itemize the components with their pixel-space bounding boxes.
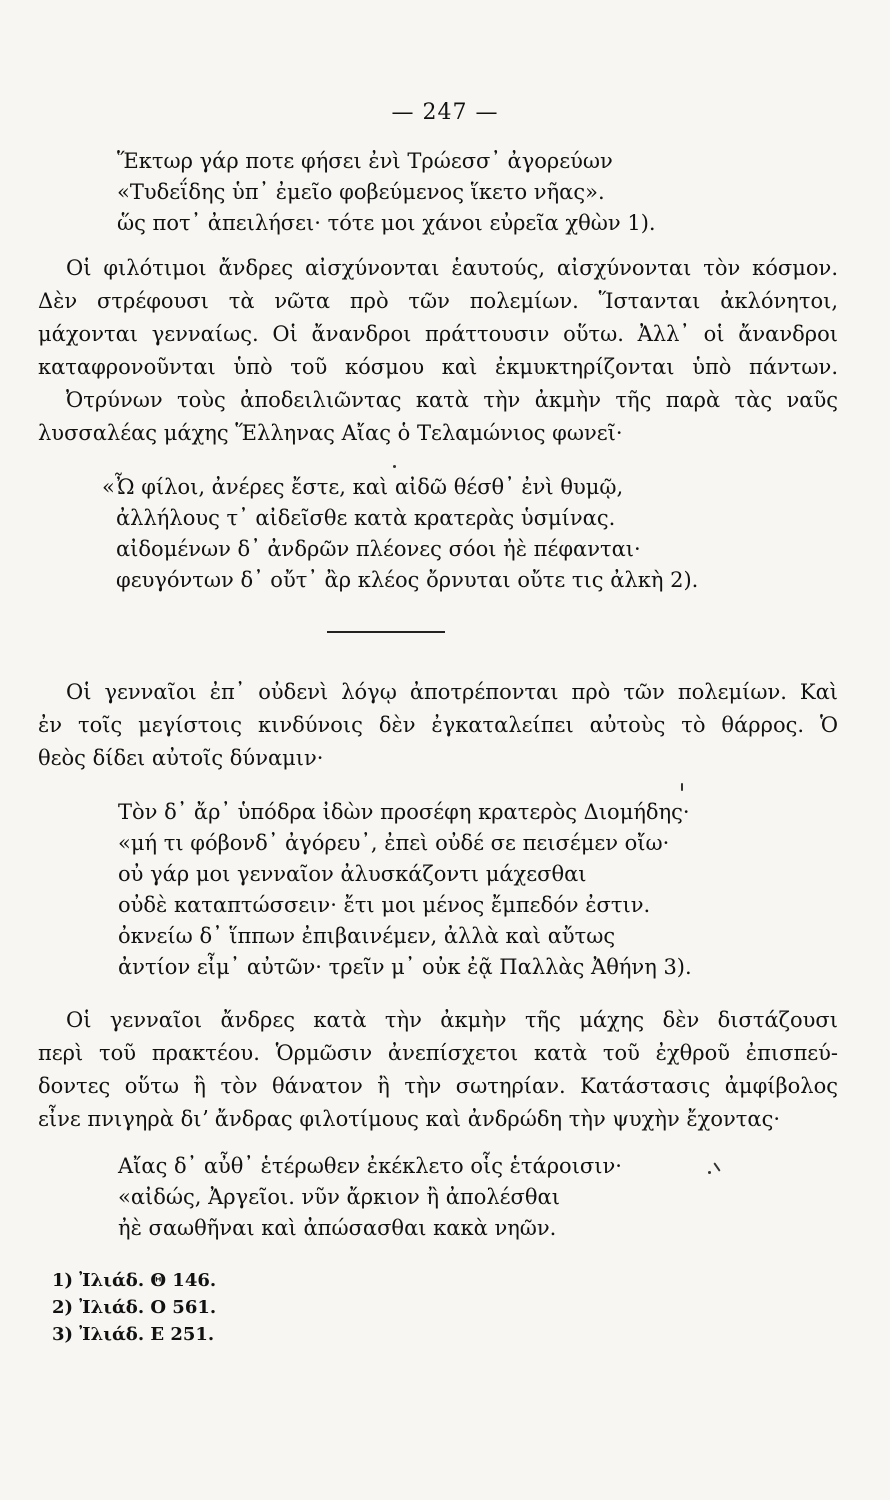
verse-quote-2 xyxy=(102,472,699,596)
paragraph-line: Οἱ φιλότιμοι ἄνδρες αἰσχύνονται ἑαυτούς, αἰσχύνονται τὸν κόσμον. xyxy=(66,256,838,280)
paragraph-line: δοντες οὕτω ἢ τὸν θάνατον ἢ τὴν σωτηρίαν. Κατάστασις ἀμφίβολος xyxy=(38,1074,838,1098)
paragraph-line: εἶνε πνιγηρὰ διʼ ἄνδρας φιλοτίμους καὶ ἀνδρώδη τὴν ψυχὴν ἔχοντας· xyxy=(38,1107,781,1131)
section-divider xyxy=(327,631,445,633)
footnote: 1) Ἰλιάδ. Θ 146. xyxy=(52,1270,217,1291)
verse-line: αἰδομένων δ᾽ ἀνδρῶν πλέονες σόοι ἠὲ πέφανται· xyxy=(116,537,641,561)
verse-line: «Τυδεΐδης ὑπ᾽ ἐμεῖο φοβεύμενος ἵκετο νῆας». xyxy=(117,180,605,204)
footnote: 2) Ἰλιάδ. Ο 561. xyxy=(52,1297,217,1318)
footnote: 3) Ἰλιάδ. Ε 251. xyxy=(52,1324,215,1345)
paragraph-line: ἐν τοῖς μεγίστοις κινδύνοις δὲν ἐγκαταλείπει αὐτοὺς τὸ θάρρος. Ὁ xyxy=(38,713,838,737)
verse-quote-4 xyxy=(118,1151,622,1244)
verse-line: οὐ γάρ μοι γενναῖον ἀλυσκάζοντι μάχεσθαι xyxy=(118,862,587,886)
page-number: — 247 — xyxy=(391,100,499,125)
paragraph-line: λυσσαλέας μάχης Ἕλληνας Αἴας ὁ Τελαμώνιος φωνεῖ· xyxy=(38,421,623,445)
verse-line: οὐδὲ καταπτώσσειν· ἔτι μοι μένος ἔμπεδόν ἐστιν. xyxy=(118,893,651,917)
verse-line: Τὸν δ᾽ ἄρ᾽ ὑπόδρα ἰδὼν προσέφη κρατερὸς Διομήδης· xyxy=(118,800,690,824)
verse-line: ἀντίον εἶμ᾽ αὐτῶν· τρεῖν μ᾽ οὐκ ἐᾷ Παλλὰς Ἀθήνη 3). xyxy=(118,955,692,979)
paragraph-3 xyxy=(38,1004,838,1136)
paragraph-line: Δὲν στρέφουσι τὰ νῶτα πρὸ τῶν πολεμίων. Ἵστανται ἀκλόνητοι, xyxy=(38,289,838,313)
verse-quote-1 xyxy=(117,146,656,239)
verse-line: «μή τι φόβονδ᾽ ἀγόρευ᾽, ἐπεὶ οὐδέ σε πεισέμεν οἴω· xyxy=(118,831,670,855)
paragraph-line: Οἱ γενναῖοι ἄνδρες κατὰ τὴν ἀκμὴν τῆς μάχης δὲν διστάζουσι xyxy=(66,1008,838,1032)
ink-speck xyxy=(713,1162,720,1171)
footnotes xyxy=(52,1267,216,1348)
verse-line: Ἕκτωρ γάρ ποτε φήσει ἐνὶ Τρώεσσ᾽ ἀγορεύων xyxy=(117,149,613,173)
paragraph-line: μάχονται γενναίως. Οἱ ἄνανδροι πράττουσιν οὕτω. Ἀλλ᾽ οἱ ἄνανδροι xyxy=(38,322,838,346)
verse-line: ἠὲ σαωθῆναι καὶ ἀπώσασθαι κακὰ νηῶν. xyxy=(118,1216,557,1240)
verse-line: ὀκνείω δ᾽ ἵππων ἐπιβαινέμεν, ἀλλὰ καὶ αὔτως xyxy=(118,924,616,948)
ink-speck xyxy=(681,783,683,791)
verse-line: «αἰδώς, Ἀργεῖοι. νῦν ἄρκιον ἢ ἀπολέσθαι xyxy=(118,1185,560,1209)
paragraph-1 xyxy=(38,252,838,450)
verse-line: Αἴας δ᾽ αὖθ᾽ ἑτέρωθεν ἐκέκλετο οἷς ἑτάροισιν· xyxy=(118,1154,622,1178)
paragraph-line: Ὀτρύνων τοὺς ἀποδειλιῶντας κατὰ τὴν ἀκμὴν τῆς παρὰ τὰς ναῦς xyxy=(66,388,838,412)
verse-line: ὥς ποτ᾽ ἀπειλήσει· τότε μοι χάνοι εὐρεῖα χθὼν 1). xyxy=(117,211,656,235)
paragraph-line: καταφρονοῦνται ὑπὸ τοῦ κόσμου καὶ ἐκμυκτηρίζονται ὑπὸ πάντων. xyxy=(38,355,838,379)
ink-speck xyxy=(393,465,396,468)
paragraph-line: Οἱ γενναῖοι ἐπ᾽ οὐδενὶ λόγῳ ἀποτρέπονται πρὸ τῶν πολεμίων. Καὶ xyxy=(66,680,838,704)
verse-line: φευγόντων δ᾽ οὔτ᾽ ἂρ κλέος ὄρνυται οὔτε τις ἀλκὴ 2). xyxy=(116,568,699,592)
verse-line: «Ὦ φίλοι, ἀνέρες ἔστε, καὶ αἰδῶ θέσθ᾽ ἐνὶ θυμῷ, xyxy=(102,475,624,499)
paragraph-line: θεὸς δίδει αὐτοῖς δύναμιν· xyxy=(38,746,324,770)
verse-quote-3 xyxy=(118,797,692,983)
ink-speck xyxy=(708,1171,711,1174)
paragraph-2 xyxy=(38,676,838,775)
paragraph-line: περὶ τοῦ πρακτέου. Ὁρμῶσιν ἀνεπίσχετοι κατὰ τοῦ ἐχθροῦ ἐπισπεύ- xyxy=(38,1041,838,1065)
verse-line: ἀλλήλους τ᾽ αἰδεῖσθε κατὰ κρατερὰς ὑσμίνας. xyxy=(116,506,616,530)
